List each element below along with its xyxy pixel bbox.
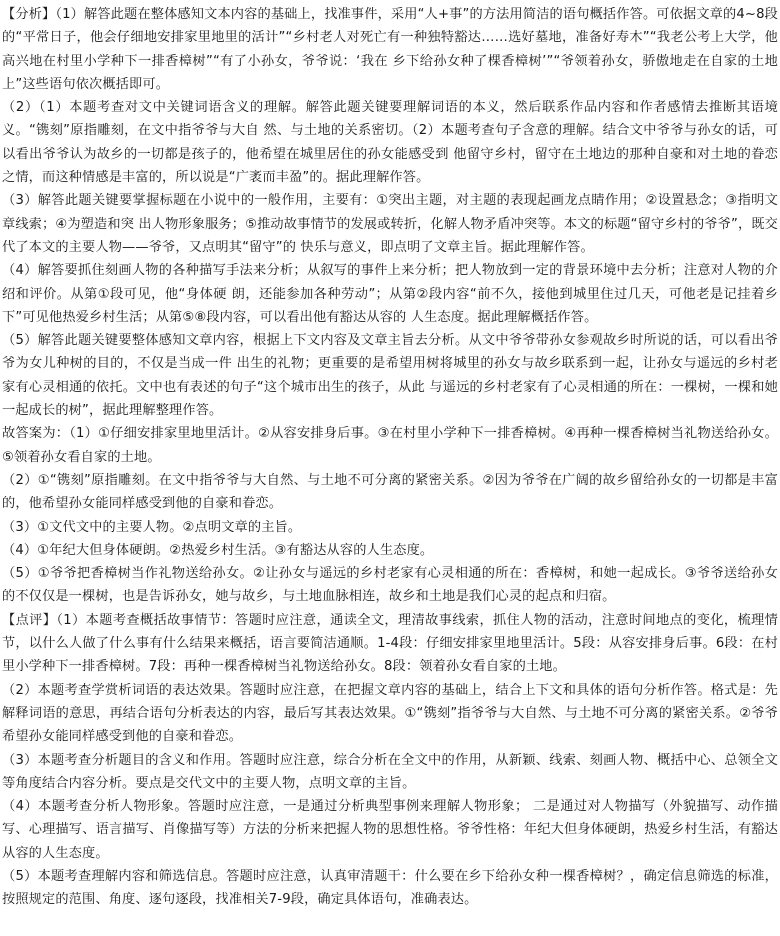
answer-paragraph-4: （4）①年纪大但身体硬朗。②热爱乡村生活。③有豁达从容的人生态度。 xyxy=(2,542,434,558)
analysis-paragraph-5: （5）解答此题关键要整体感知文章内容，根据上下文内容及文章主旨去分析。从文中爷爷带孙女参观故乡时所说的话，可以看出爷爷为女儿种树的目的，不仅是当成一件 出生的礼物；更重要的是希望用树将城里的孙女与故乡联系到一起，让孙女与遥远的乡村老家有心灵相通的依托。文中也有表述的句子“这个城市出生的孩子，从此 与遥远的乡村老家有了心灵相通的所在：一棵树，一棵和她一起成长的树”，据此理解整理作答。 xyxy=(2,333,778,419)
analysis-paragraph-2: （2）（1）本题考查对文中关键词语含义的理解。解答此题关键要理解词语的本义，然后联系作品内容和作者感情去推断其语境义。“镌刻”原指雕刻，在文中指爷爷与大自 然、与土地的关系密切。（2）本题考查句子含意的理解。结合文中爷爷与孙女的话，可以看出爷爷认为故乡的一切都是孩子的，他希望在城里居住的孙女能感受到 他留守乡村，留守在土地边的那种自豪和对土地的眷恋之情，而这种情感是丰富的，所以说是“广袤而丰盈”的。据此理解作答。 xyxy=(2,100,778,186)
answer-paragraph-3: （3）①文代文中的主要人物。②点明文章的主旨。 xyxy=(2,519,302,535)
analysis-paragraph-1: 【分析】（1）解答此题在整体感知文本内容的基础上，找准事件，采用“人+事”的方法用简洁的语句概括作答。可依据文章的4~8段的“平常日子，他会仔细地安排家里地里的活计”“乡村老人对死亡有一种独特豁达……选好墓地，准备好寿木”“我老公考上大学，他高兴地在村里小学种下一排香樟树”“有了小孙女，爷爷说：‘我在 乡下给孙女种了棵香樟树’”“爷领着孙女，骄傲地走在自家的土地上”这些语句依次概括即可。 xyxy=(2,7,778,92)
analysis-paragraph-3: （3）解答此题关键要掌握标题在小说中的一般作用，主要有：①突出主题，对主题的表现起画龙点睛作用；②设置悬念；③指明文章线索；④为塑造和突 出人物形象服务；⑤推动故事情节的发展或转折，化解人物矛盾冲突等。本文的标题“留守乡村的爷爷”，既交代了本文的主要人物——爷爷，又点明其“留守”的 快乐与意义，即点明了文章主旨。据此理解作答。 xyxy=(2,193,778,255)
comment-paragraph-5: （5）本题考查理解内容和筛选信息。答题时应注意，认真审清题干：什么要在乡下给孙女种一棵香樟树？，确定信息筛选的标准，按照规定的范围、角度、逐句逐段，找准相关7-9段，确定具体语句，准确表达。 xyxy=(2,868,778,908)
answer-paragraph-1: 故答案为：（1）①仔细安排家里地里活计。②从容安排身后事。③在村里小学种下一排香樟树。④再种一棵香樟树当礼物送给孙女。⑤领着孙女看自家的土地。 xyxy=(2,426,778,465)
answer-paragraph-5: （5）①爷爷把香樟树当作礼物送给孙女。②让孙女与遥远的乡村老家有心灵相通的所在：香樟树，和她一起成长。③爷爷送给孙女的不仅仅是一棵树，也是告诉孙女，她与故乡，与土地血脉相连，故乡和土地是我们心灵的起点和归宿。 xyxy=(2,566,778,605)
comment-paragraph-1: 【点评】（1）本题考查概括故事情节：答题时应注意，通读全文，理清故事线索，抓住人物的活动，注意时间地点的变化，梳理情节，以什么人做了什么事有什么结果来概括，语言要简洁通顺。1-4段：仔细安排家里地里活计。5段：从容安排身后事。6段：在村里小学种下一排香樟树。7段：再种一棵香樟树当礼物送给孙女。8段：领着孙女看自家的土地。 xyxy=(2,612,778,675)
comment-paragraph-4: （4）本题考查分析人物形象。答题时应注意，一是通过分析典型事例来理解人物形象； 二是通过对人物描写（外貌描写、动作描写、心理描写、语言描写、肖像描写等）方法的分析来把握人物的思想性格。爷爷性格：年纪大但身体硬朗，热爱乡村生活，有豁达从容的人生态度。 xyxy=(2,799,778,861)
comment-paragraph-3: （3）本题考查分析题目的含义和作用。答题时应注意，综合分析在全文中的作用，从新颖、线索、刻画人物、概括中心、总领全文等角度结合内容分析。要点是交代文中的主要人物，点明文章的主旨。 xyxy=(2,752,778,791)
answer-paragraph-2: （2）①“镌刻”原指雕刻。在文中指爷爷与大自然、与土地不可分离的紧密关系。②因为爷爷在广阔的故乡留给孙女的一切都是丰富的，他希望孙女能同样感受到他的自豪和眷恋。 xyxy=(2,472,778,512)
analysis-paragraph-4: （4）解答要抓住刻画人物的各种描写手法来分析；从叙写的事件上来分析；把人物放到一定的背景环境中去分析；注意对人物的介绍和评价。从第①段可见，他“身体硬 朗，还能参加各种劳动”；从第②段内容“前不久，接他到城里住过几天，可他老是记挂着乡下”可见他热爱乡村生活；从第⑤⑧段内容，可以看出他有豁达从容的 人生态度。据此理解概括作答。 xyxy=(2,263,778,325)
comment-paragraph-2: （2）本题考查学赏析词语的表达效果。答题时应注意，在把握文章内容的基础上，结合上下文和具体的语句分析作答。格式是：先解释词语的意思，再结合语句分析表达的内容，最后写其表达效果。①“镌刻”指爷爷与大自然、与土地不可分离的紧密关系。②爷爷希望孙女能同样感受到他的自豪和眷恋。 xyxy=(2,682,778,745)
